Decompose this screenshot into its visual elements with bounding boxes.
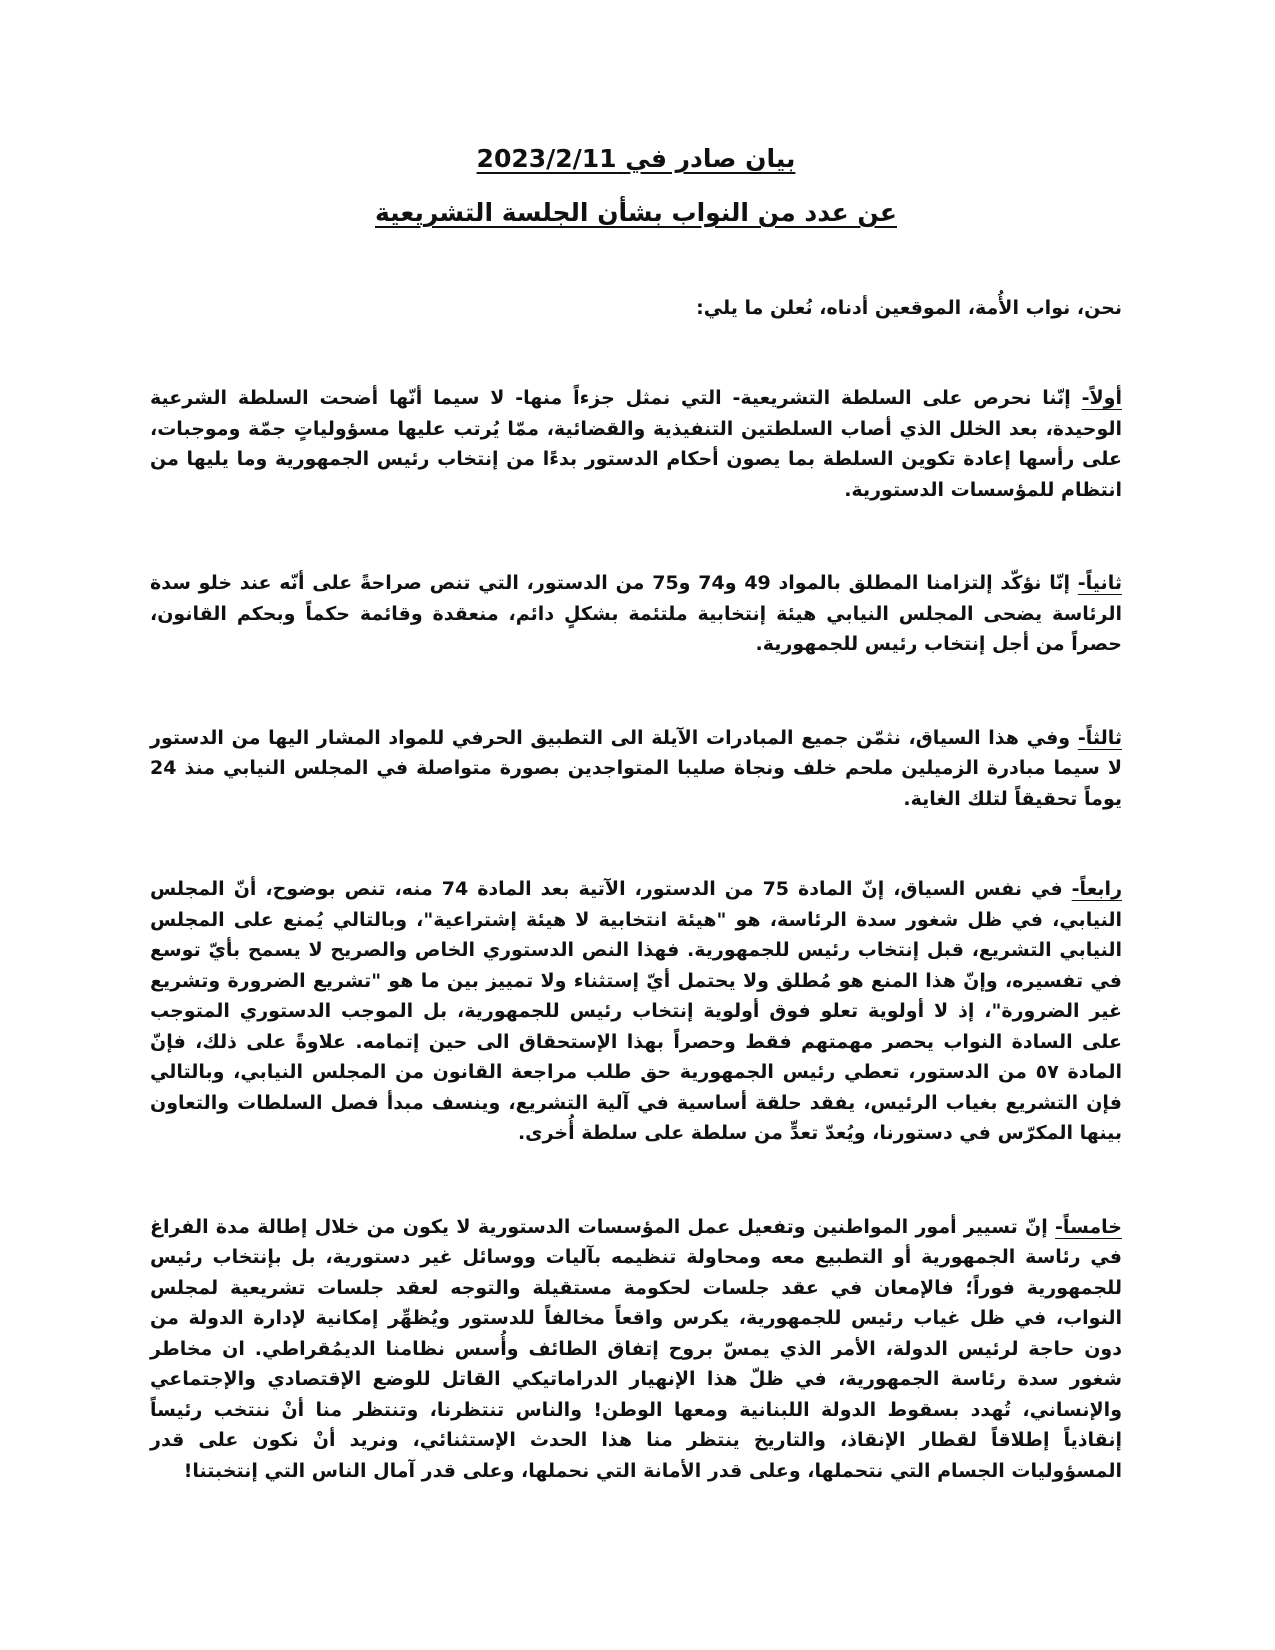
paragraph-lead: رابعاً- (1071, 878, 1123, 900)
paragraph-lead: ثالثاً- (1077, 726, 1122, 749)
intro-line: نحن، نواب الأُمة، الموقعين أدناه، نُعلن ما يلي: (696, 297, 1122, 319)
paragraph-text: إنّا نؤكّد إلتزامنا المطلق بالمواد 49 و74 و75 من الدستور، التي تنص صراحةً على أنّه عند خلو سدة الرئاسة يضحى المجلس النيابي هيئة إنتخابية ملتئمة بشكلٍ دائم، منعقدة وقائمة حكماً وبحكم القانون، حصراً من أجل إنتخاب رئيس للجمهورية. (150, 572, 1122, 655)
paragraph-lead: ثانياً- (1077, 572, 1122, 594)
paragraph-text: في نفس السياق، إنّ المادة 75 من الدستور، الآتية بعد المادة 74 منه، تنص بوضوح، أنّ المجلس النيابي، في ظل شغور سدة الرئاسة، هو "هيئة انتخابية لا هيئة إشتراعية"، وبالتالي يُمنع على المجلس النيابي التشريع، قبل إنتخاب رئيس للجمهورية. فهذا النص الدستوري الخاص والصريح لا يسمح بأيّ توسع في تفسيره، وإنّ هذا المنع هو مُطلق ولا يحتمل أيّ إستثناء ولا تمييز بين ما هو "تشريع الضرورة وتشريع غير الضرورة"، إذ لا أولوية تعلو فوق أولوية إنتخاب رئيس للجمهورية، بل الموجب الدستوري المتوجب على السادة النواب يحصر مهمتهم فقط وحصراً بهذا الإستحقاق الى حين إتمامه. علاوةً على ذلك، فإنّ المادة ٥٧ من الدستور، تعطي رئيس الجمهورية حق طلب مراجعة القانون من المجلس النيابي، وبالتالي فإن التشريع بغياب الرئيس، يفقد حلقة أساسية في آلية التشريع، وينسف مبدأ فصل السلطات والتعاون بينها المكرّس في دستورنا، ويُعدّ تعدٍّ من سلطة على سلطة أُخرى. (150, 878, 1123, 1144)
paragraph-fifth (150, 1212, 1122, 1487)
statement-subtitle (150, 196, 1122, 230)
statement-title (150, 142, 1122, 176)
paragraph-first (150, 383, 1122, 505)
paragraph-fourth (150, 874, 1122, 1149)
paragraph-text: وفي هذا السياق، نثمّن جميع المبادرات الآيلة الى التطبيق الحرفي للمواد المشار اليها من الدستور لا سيما مبادرة الزميلين ملحم خلف ونجاة صليبا المتواجدين بصورة متواصلة في المجلس النيابي منذ 24 يوماً تحقيقاً لتلك الغاية. (150, 726, 1122, 810)
paragraph-lead: أولاً- (1081, 387, 1122, 409)
title-subject-line: عن عدد من النواب بشأن الجلسة التشريعية (375, 198, 897, 227)
paragraph-second (150, 568, 1122, 660)
paragraph-text: إنّنا نحرص على السلطة التشريعية- التي نمثل جزءاً منها- لا سيما أنّها أضحت السلطة الشرعية الوحيدة، بعد الخلل الذي أصاب السلطتين التنفيذية والقضائية، ممّا يُرتب عليها مسؤولياتٍ جمّة وموجبات، على رأسها إعادة تكوين السلطة بما يصون أحكام الدستور بدءًا من إنتخاب رئيس الجمهورية وما يليها من انتظام للمؤسسات الدستورية. (150, 387, 1122, 501)
paragraph-third (150, 723, 1122, 815)
paragraph-text: إنّ تسيير أمور المواطنين وتفعيل عمل المؤسسات الدستورية لا يكون من خلال إطالة مدة الفراغ في رئاسة الجمهورية أو التطبيع معه ومحاولة تنظيمه بآليات ووسائل غير دستورية، بل بإنتخاب رئيس للجمهورية فوراً؛ فالإمعان في عقد جلسات لحكومة مستقيلة والتوجه لعقد جلسات تشريعية لمجلس النواب، في ظل غياب رئيس للجمهورية، يكرس واقعاً مخالفاً للدستور ويُظهِّر إمكانية لإدارة الدولة من دون حاجة لرئيس الدولة، الأمر الذي يمسّ بروح إتفاق الطائف وأُسس نظامنا الديمُقراطي. ان مخاطر شغور سدة رئاسة الجمهورية، في ظلّ هذا الإنهيار الدراماتيكي القاتل للوضع الإقتصادي والإجتماعي والإنساني، تُهدد بسقوط الدولة اللبنانية ومعها الوطن! والناس تنتظرنا، وتنتظر منا أنْ ننتخب رئيساً إنقاذياً إطلاقاً لقطار الإنقاذ، والتاريخ ينتظر منا هذا الحدث الإستثنائي، ونريد أنْ نكون على قدر المسؤوليات الجسام التي نتحملها، وعلى قدر الأمانة التي نحملها، وعلى قدر آمال الناس التي إنتخبتنا! (150, 1215, 1122, 1482)
title-date-line: بيان صادر في 2023/2/11 (476, 144, 796, 173)
statement-page (150, 140, 1122, 1505)
paragraph-lead: خامساً- (1055, 1215, 1122, 1238)
